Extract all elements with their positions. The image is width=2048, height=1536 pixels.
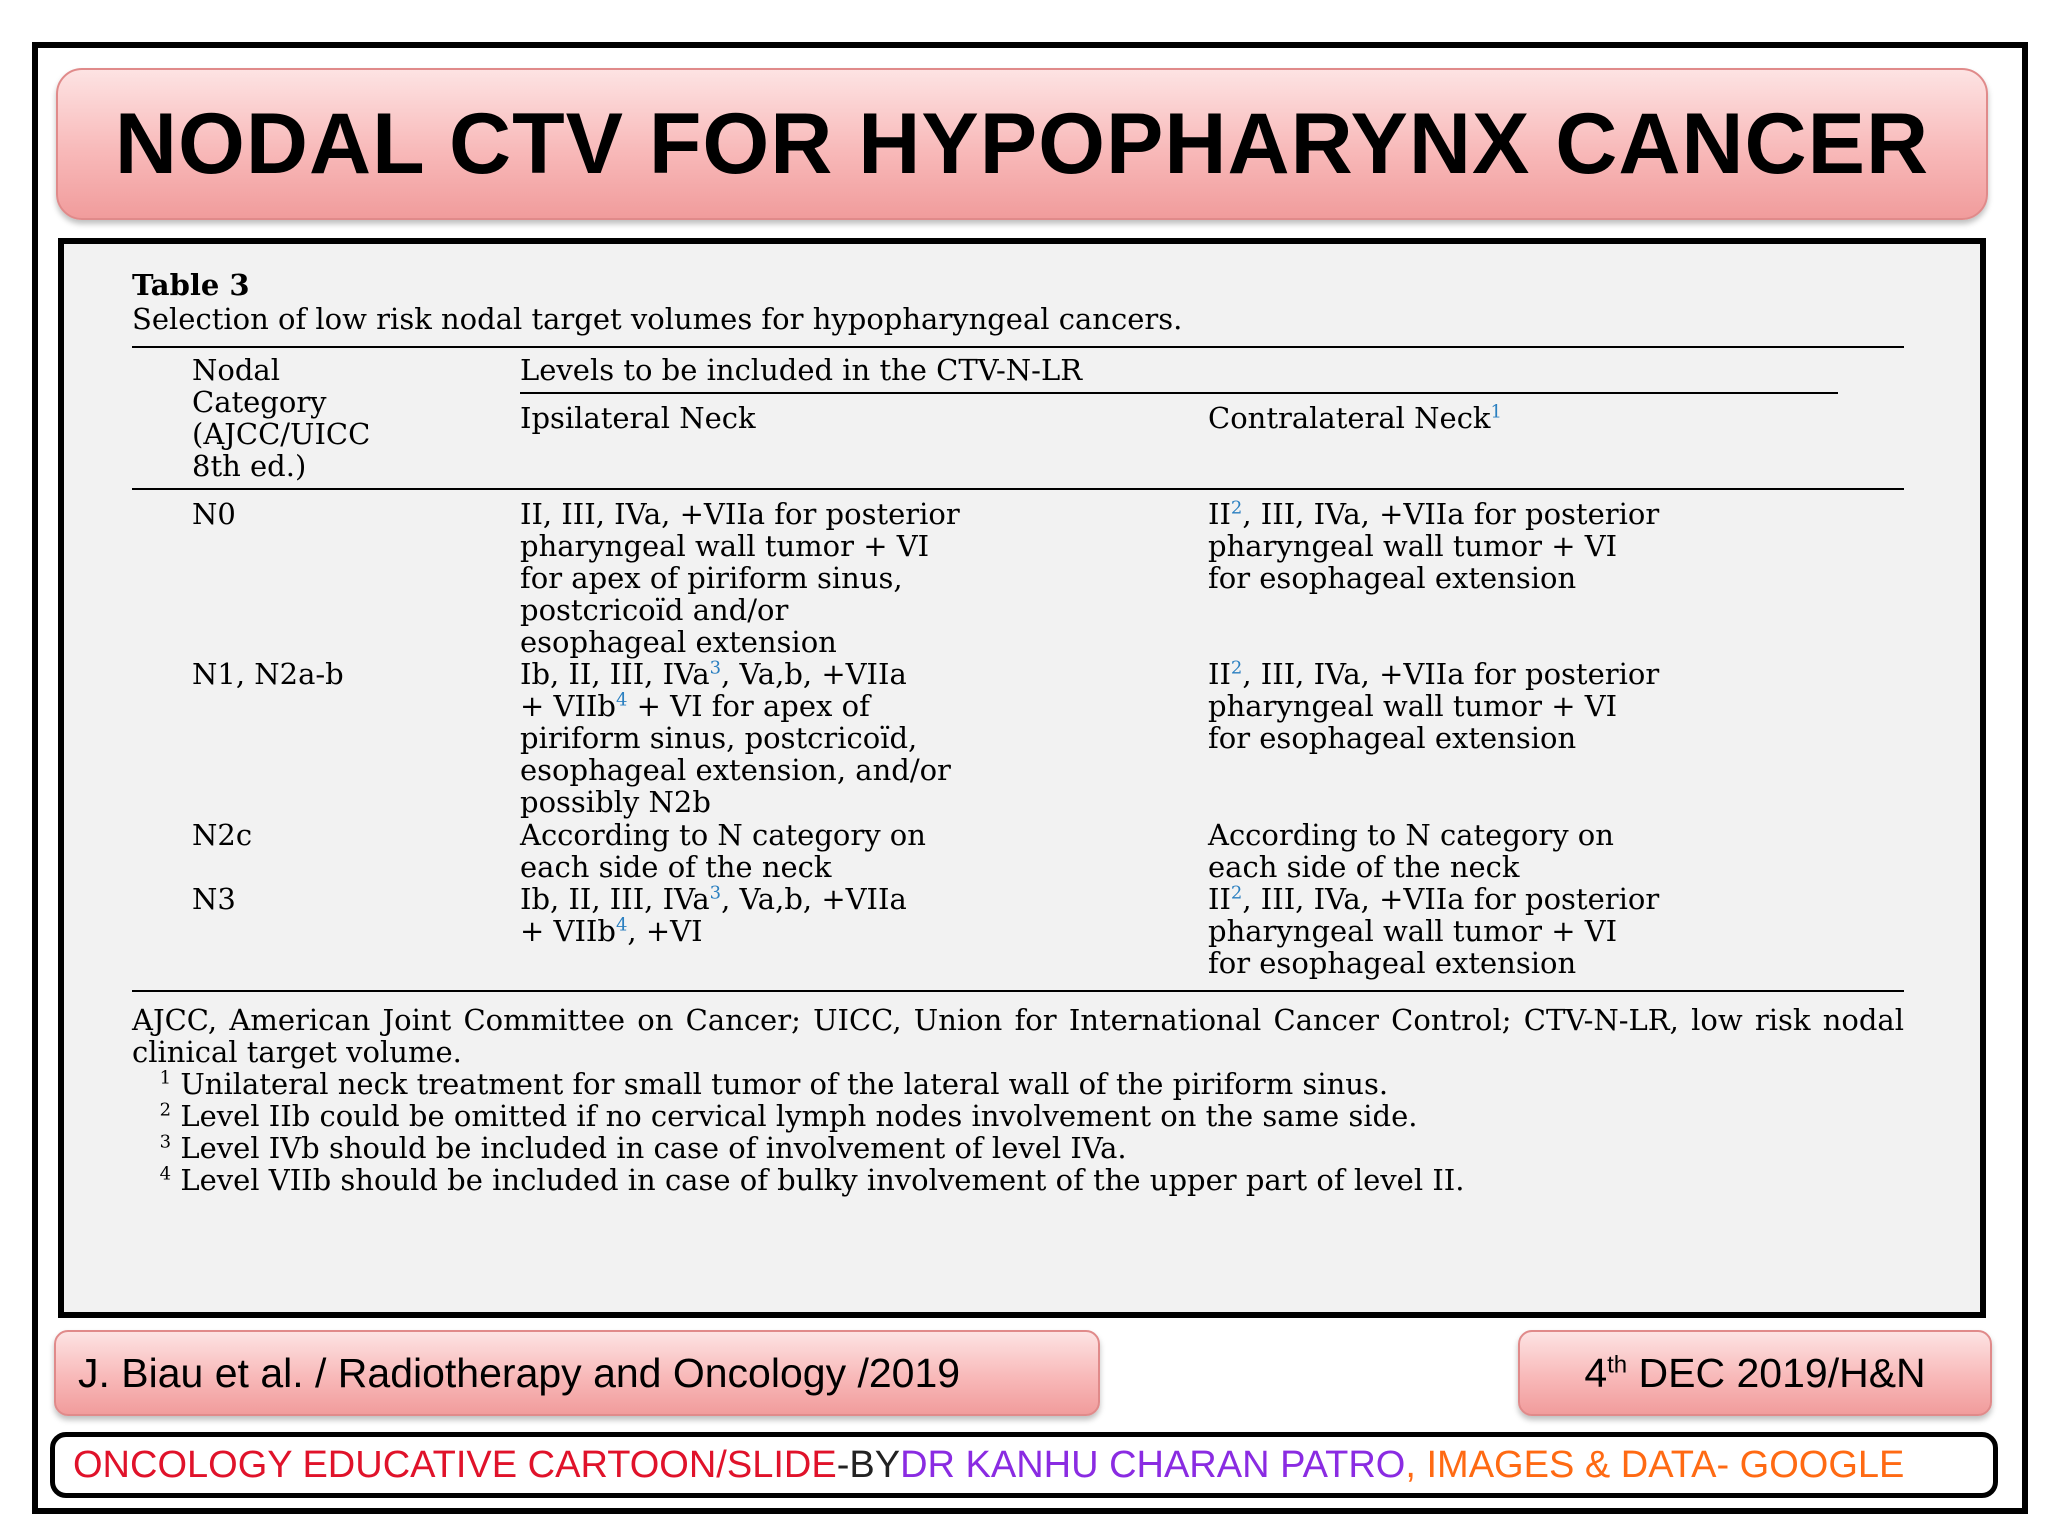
footer-series-label: ONCOLOGY EDUCATIVE CARTOON/SLIDE	[73, 1443, 837, 1486]
footnote-2: $^2$ Level IIb could be omitted if no cervical lymph nodes involvement on the same side.	[159, 1099, 1418, 1133]
footnote-1: $^1$ Unilateral neck treatment for small tumor of the lateral wall of the piriform sinus.	[159, 1067, 1389, 1101]
title-banner	[56, 68, 1988, 220]
table-caption-text: Selection of low risk nodal target volumes for hypopharyngeal cancers.	[132, 302, 1183, 336]
row-n1-category: N1, N2a-b	[192, 657, 344, 691]
row-n0-contralateral: $II^2$, III, IVa, +VIIa for posterior pharyngeal wall tumor + VI for esophageal extension	[1208, 497, 1660, 595]
row-n3-category: N3	[192, 882, 236, 916]
row-n2c-ipsilateral: According to N category on each side of the neck	[520, 818, 926, 884]
citation-text: J. Biau et al. / Radiotherapy and Oncology /2019	[78, 1349, 961, 1396]
date-banner	[1518, 1330, 1992, 1416]
footnote-ref: 4	[615, 914, 628, 936]
footnote-ref: 2	[1230, 657, 1243, 679]
row-n0-category: N0	[192, 497, 236, 531]
table-image	[58, 238, 1986, 1318]
footnote-ref: 2	[1230, 882, 1243, 904]
footer-author: DR KANHU CHARAN PATRO	[900, 1443, 1406, 1486]
table-bottom-rule	[132, 990, 1904, 992]
citation-banner	[54, 1330, 1100, 1416]
footer-source: , IMAGES & DATA- GOOGLE	[1405, 1443, 1905, 1486]
table-notes	[132, 1004, 1904, 1196]
row-n2c-category: N2c	[192, 818, 253, 852]
slide-title: NODAL CTV FOR HYPOPHARYNX CANCER	[114, 95, 1930, 192]
row-n2c-contralateral: According to N category on each side of the neck	[1208, 818, 1614, 884]
row-n3-ipsilateral: Ib, II, III, IVa$^3$, Va,b, +VIIa + VIIb$^4$, +VI	[520, 882, 907, 948]
table-top-rule	[132, 346, 1904, 348]
header-bottom-rule	[132, 488, 1904, 490]
header-nodal-category: Nodal Category (AJCC/UICC 8th ed.)	[192, 353, 371, 483]
footer-by: -BY	[836, 1443, 901, 1486]
table-label: Table 3	[132, 268, 250, 302]
footnote-ref: 3	[709, 657, 722, 679]
header-group-rule	[520, 392, 1838, 394]
footnote-ref: 3	[709, 882, 722, 904]
row-n1-ipsilateral: Ib, II, III, IVa$^3$, Va,b, +VIIa + VIIb$^4$ + VI for apex of piriform sinus, postcricoïd, esophageal extension, and/or possibly N2b	[520, 657, 951, 819]
header-levels-group: Levels to be included in the CTV-N-LR	[520, 353, 1083, 387]
row-n1-contralateral: $II^2$, III, IVa, +VIIa for posterior pharyngeal wall tumor + VI for esophageal extension	[1208, 657, 1660, 755]
footnote-ref: 2	[1230, 497, 1243, 519]
abbreviations-note: AJCC, American Joint Committee on Cancer; UICC, Union for International Cancer Control; CTV-N-LR, low risk nodal clinical target volume.	[132, 1003, 1904, 1069]
footnote-3: $^3$ Level IVb should be included in case of involvement of level IVa.	[159, 1131, 1127, 1165]
footer-credits	[50, 1432, 1998, 1498]
header-ipsilateral: Ipsilateral Neck	[520, 401, 756, 435]
date-text: 4th DEC 2019/H&N	[1584, 1349, 1926, 1396]
row-n0-ipsilateral: II, III, IVa, +VIIa for posterior pharyngeal wall tumor + VI for apex of piriform sinus, postcricoïd and/or esophageal extension	[520, 497, 960, 659]
footnote-ref: 1	[1490, 401, 1502, 423]
row-n3-contralateral: $II^2$, III, IVa, +VIIa for posterior pharyngeal wall tumor + VI for esophageal extension	[1208, 882, 1660, 980]
header-contralateral: Contralateral Neck$^1$	[1208, 401, 1502, 435]
footnote-4: $^4$ Level VIIb should be included in case of bulky involvement of the upper part of level II.	[159, 1163, 1465, 1197]
footnote-ref: 4	[615, 689, 628, 711]
table-caption	[132, 268, 1182, 336]
